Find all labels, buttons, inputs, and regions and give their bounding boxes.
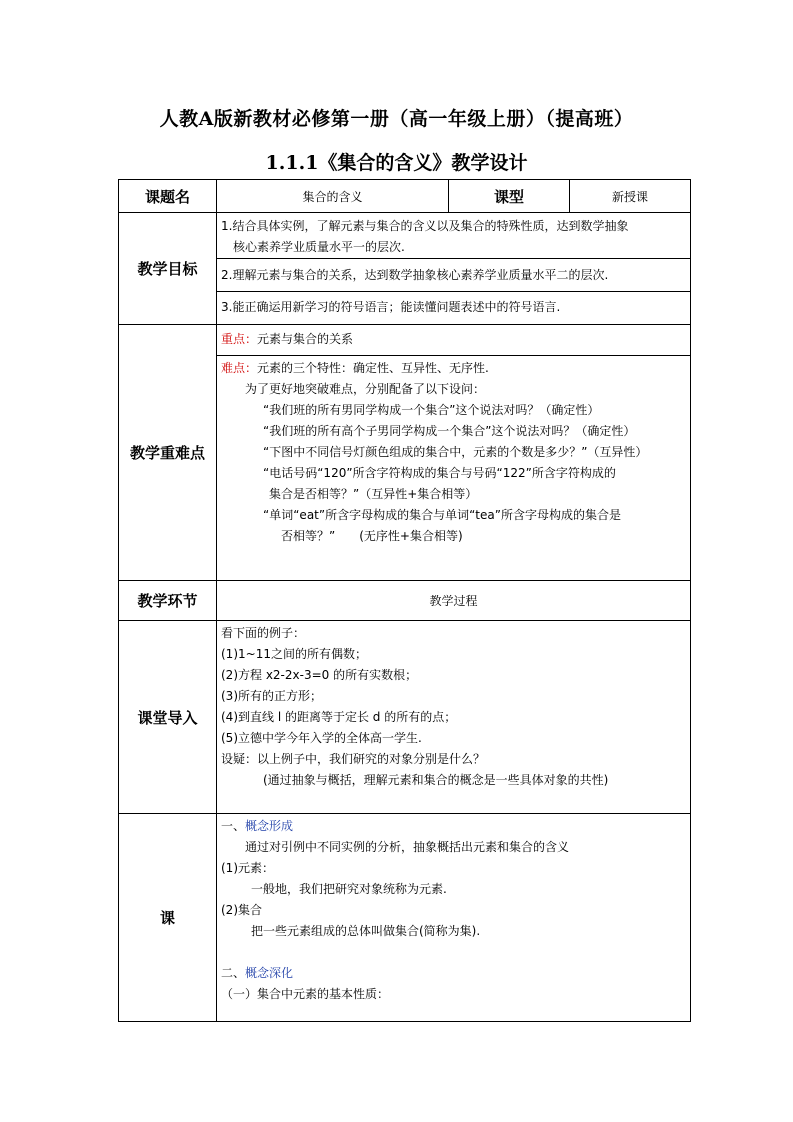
table-row-intro	[119, 621, 691, 814]
key-points-label: 教学重难点	[119, 325, 217, 581]
key-line: 为了更好地突破难点，分别配备了以下设问：	[245, 382, 486, 396]
section-2-number: 二、	[221, 966, 246, 980]
goal-item-2: 2.理解元素与集合的关系，达到数学抽象核心素养学业质量水平二的层次.	[217, 259, 690, 292]
section-2-title: 概念深化	[245, 966, 294, 980]
key-point-row	[217, 325, 690, 356]
lesson-line: （一）集合中元素的基本性质：	[221, 987, 390, 1001]
difficult-point-block	[217, 356, 690, 549]
intro-line: (通过抽象与概括，理解元素和集合的概念是一些具体对象的共性)	[263, 773, 609, 787]
intro-line: (1)1~11之间的所有偶数；	[221, 647, 367, 661]
key-line: “电话号码“120”所含字符构成的集合与号码“122”所含字符构成的	[263, 466, 616, 480]
stage-label: 教学环节	[119, 581, 217, 621]
intro-line: 设疑：以上例子中，我们研究的对象分别是什么？	[221, 752, 486, 766]
intro-cell	[217, 621, 691, 814]
key-line: “单词“eat”所含字母构成的集合与单词“tea”所含字母构成的集合是	[263, 508, 621, 522]
intro-line: (4)到直线 l 的距离等于定长 d 的所有的点；	[221, 710, 457, 724]
lesson-label: 课	[119, 814, 217, 1022]
section-1-number: 一、	[221, 819, 246, 833]
intro-line: (5)立德中学今年入学的全体高一学生.	[221, 731, 422, 745]
goals-label: 教学目标	[119, 213, 217, 325]
lesson-line: (1)元素：	[221, 861, 274, 875]
lesson-type-value: 新授课	[570, 180, 691, 213]
key-line: “我们班的所有高个子男同学构成一个集合”这个说法对吗？（确定性）	[263, 424, 636, 438]
key-line: “下图中不同信号灯颜色组成的集合中，元素的个数是多少？”（互异性）	[263, 445, 648, 459]
key-point-text: 元素与集合的关系	[257, 332, 354, 346]
key-points-cell	[217, 325, 691, 581]
goal-item-1: 1.结合具体实例，了解元素与集合的含义以及集合的特殊性质，达到数学抽象 核心素养学业质量水平一的层次.	[217, 213, 690, 259]
lesson-line: 一般地，我们把研究对象统称为元素.	[251, 882, 447, 896]
topic-value: 集合的含义	[217, 180, 449, 213]
lesson-type-label: 课型	[449, 180, 570, 213]
intro-line: 看下面的例子：	[221, 626, 306, 640]
lesson-line: 通过对引例中不同实例的分析，抽象概括出元素和集合的含义	[245, 840, 570, 854]
lesson-content	[217, 814, 690, 1007]
key-line: 集合是否相等？”（互异性+集合相等）	[269, 487, 478, 501]
table-row-stage	[119, 581, 691, 621]
key-point-marker: 重点：	[221, 332, 258, 346]
document-title: 人教A版新教材必修第一册（高一年级上册）（提高班）	[159, 108, 634, 130]
document-subtitle: 1.1.1《集合的含义》教学设计	[265, 152, 528, 174]
goals-cell	[217, 213, 691, 325]
difficult-point-text: 元素的三个特性：确定性、互异性、无序性.	[257, 361, 489, 375]
intro-line: (2)方程 x2-2x-3=0 的所有实数根；	[221, 668, 418, 682]
table-row-key-points	[119, 325, 691, 581]
lesson-plan-table	[118, 179, 691, 1022]
intro-line: (3)所有的正方形；	[221, 689, 322, 703]
section-1-title: 概念形成	[245, 819, 294, 833]
difficult-point-marker: 难点：	[221, 361, 258, 375]
key-line: “我们班的所有男同学构成一个集合”这个说法对吗？（确定性）	[263, 403, 600, 417]
goal-item-3: 3.能正确运用新学习的符号语言；能读懂问题表述中的符号语言.	[221, 300, 561, 314]
key-line: 否相等？” (无序性+集合相等)	[281, 529, 463, 543]
table-row-lesson	[119, 814, 691, 1022]
lesson-cell	[217, 814, 691, 1022]
lesson-line: (2)集合	[221, 903, 262, 917]
table-row-topic	[119, 180, 691, 213]
intro-label: 课堂导入	[119, 621, 217, 814]
topic-label: 课题名	[119, 180, 217, 213]
lesson-line: 把一些元素组成的总体叫做集合(简称为集).	[251, 924, 481, 938]
stage-value: 教学过程	[217, 581, 691, 621]
intro-content	[217, 621, 690, 793]
table-row-goals	[119, 213, 691, 325]
